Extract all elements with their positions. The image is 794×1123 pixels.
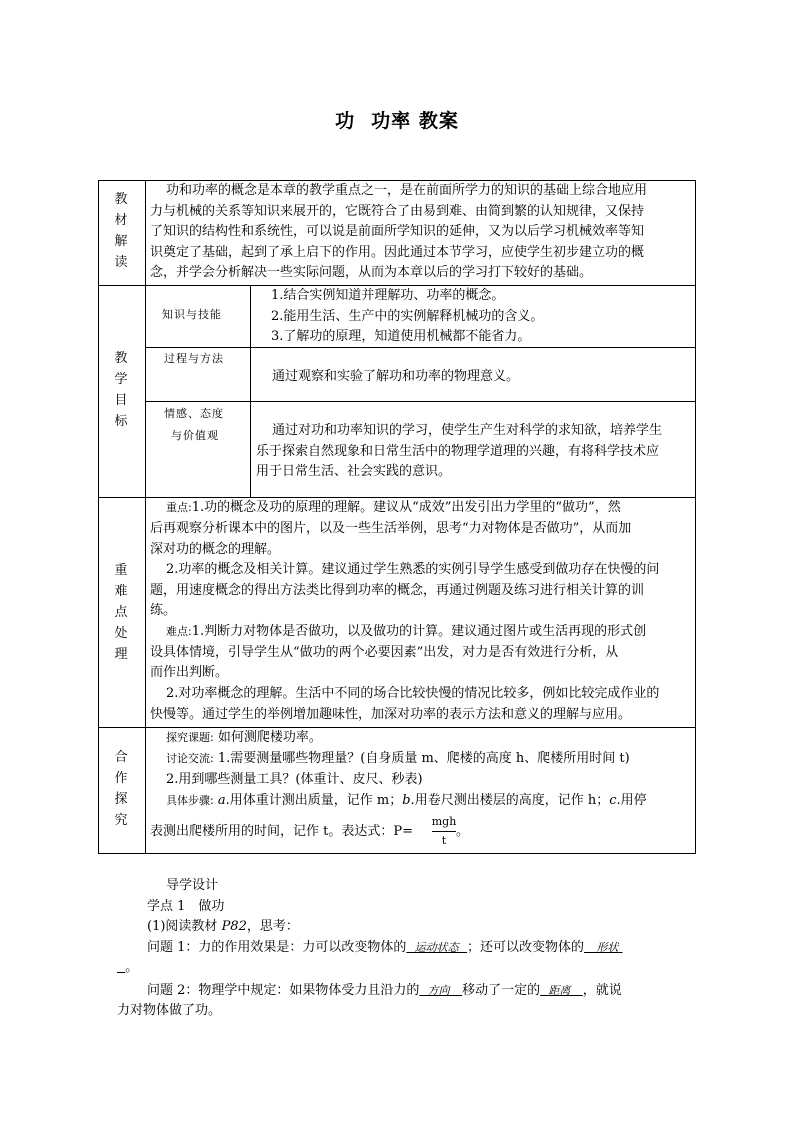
row-label-hezuo <box>98 747 144 831</box>
text-line: 了知识的结构性和系统性，可以说是前面所学知识的延伸，又为以后学习机械效率等知 <box>150 224 645 239</box>
label-char: 教 <box>114 192 128 207</box>
text-line: 而作出判断。 <box>150 665 229 680</box>
formula-numerator: mgh <box>431 815 457 828</box>
zhongdian-2-cont <box>150 581 644 622</box>
q2-middle: 移动了一定的 <box>462 983 541 998</box>
text-line: 力与机械的关系等知识来展开的，它既符合了由易到难、由简到繁的认知规律，又保持 <box>150 203 645 219</box>
label-char: 标 <box>114 414 128 429</box>
nandian-text-cont <box>150 643 618 684</box>
read-prefix: (1)阅读教材 <box>147 919 222 934</box>
label-char: 解 <box>114 234 128 249</box>
nandian-line-1 <box>166 622 646 643</box>
label-char: 点 <box>114 605 128 620</box>
q1-answer-2-text: 形状 <box>596 941 619 954</box>
q1-end: 。 <box>125 960 139 975</box>
q1-answer-2 <box>584 940 623 955</box>
sublabel-guocheng: 过程与方法 <box>164 352 224 365</box>
text-line: 2.能用生活、生产中的实例解释机械功的含义。 <box>271 308 544 324</box>
text-line: 3.了解功的原理，知道使用机械都不能省力。 <box>271 329 531 344</box>
row-label-jiaocai <box>98 189 144 273</box>
title-part-3: 教案 <box>418 110 459 132</box>
table-border-bottom <box>98 853 696 854</box>
label-char: 合 <box>114 750 128 765</box>
formula-text: 表测出爬楼所用的时间，记作 t。表达式：P= <box>150 824 413 839</box>
label-char: 材 <box>114 213 128 228</box>
q2-answer-1 <box>419 983 462 998</box>
text-line: 快慢等。通过学生的举例增加趣味性，加深对功率的表示方法和意义的理解与应用。 <box>150 706 632 722</box>
text-line: 功和功率的概念是本章的教学重点之一，是在前面所学力的知识的基础上综合地应用 <box>166 183 648 198</box>
sublabel-column-divider <box>250 285 251 498</box>
text-line: 念，并学会分析解决一些实际问题，从而为本章以后的学习打下较好的基础。 <box>150 265 593 280</box>
buzhou-line <box>166 791 647 812</box>
q1-answer-1-text: 运动状态 <box>414 941 459 954</box>
label-char: 理 <box>114 647 128 662</box>
formula-end: 。 <box>456 824 470 839</box>
label-char: 读 <box>114 255 128 270</box>
table-border-right <box>695 180 696 854</box>
jiaocai-text <box>166 181 647 202</box>
zhongdian-key: 重点: <box>166 501 192 514</box>
keti-text: 如何测爬楼功率。 <box>217 730 322 745</box>
step-a-marker: a. <box>217 793 230 808</box>
q1-middle: ；还可以改变物体的 <box>466 940 584 955</box>
label-char: 目 <box>114 393 128 408</box>
zhongdian-2-line-1 <box>166 560 659 581</box>
read-suffix: ，思考： <box>246 919 299 934</box>
sublabel-zhishi: 知识与技能 <box>162 308 222 321</box>
question-1-cont <box>117 958 138 979</box>
text-line: 1.结合实例知道并理解功、功率的概念。 <box>271 288 505 303</box>
text-line: 后再观察分析课本中的图片，以及一些生活举例，思考“力对物体是否做功”，从而加 <box>150 521 632 536</box>
text-line: 2.对功率概念的理解。生活中不同的场合比较快慢的情况比较多，例如比较完成作业的 <box>166 686 660 701</box>
text-line: 练。 <box>150 603 177 618</box>
q2-answer-2 <box>540 983 583 998</box>
nandian-2-cont <box>150 705 631 726</box>
guide-read <box>147 917 299 938</box>
read-page: P82 <box>221 919 247 934</box>
step-c-marker: c. <box>609 793 621 808</box>
q2-prefix: 问题 2：物理学中规定：如果物体受力且沿力的 <box>147 983 420 998</box>
q2-answer-2-text: 距离 <box>548 984 571 997</box>
row-label-mubiao <box>98 348 144 432</box>
taolun-key: 讨论交流: <box>166 752 214 765</box>
label-char: 难 <box>114 584 128 599</box>
question-2-cont: 力对物体做了功。 <box>117 1003 222 1018</box>
question-2 <box>147 981 622 1002</box>
zhongdian-line-1 <box>166 498 621 519</box>
guide-heading: 导学设计 <box>166 878 219 893</box>
title-part-2: 功率 <box>371 110 412 132</box>
sublabel-qinggan-1: 情感、态度 <box>164 407 224 420</box>
q2-answer-1-text: 方向 <box>427 984 450 997</box>
qinggan-text-cont <box>256 442 659 483</box>
taolun-text: 1.需要测量哪些物理量？(自身质量 m、爬楼的高度 h、爬楼所用时间 t) <box>217 751 630 766</box>
formula-fraction-bar <box>432 831 456 832</box>
step-b-marker: b. <box>402 793 415 808</box>
title-part-1: 功 <box>335 110 356 132</box>
page-title <box>0 106 794 133</box>
jiaocai-text-cont <box>150 202 644 284</box>
label-char: 学 <box>114 372 128 387</box>
tools-line: 2.用到哪些测量工具？(体重计、皮尺、秒表) <box>166 772 423 787</box>
text-line: 深对功的概念的理解。 <box>150 541 281 557</box>
step-b-text: 用卷尺测出楼层的高度，记作 h； <box>414 793 610 808</box>
zhishi-text <box>271 286 543 348</box>
step-a-text: 用体重计测出质量，记作 m； <box>229 793 403 808</box>
label-char: 重 <box>114 563 128 578</box>
keti-line <box>166 728 322 749</box>
guide-point: 学点 1 做功 <box>147 899 225 914</box>
label-char: 究 <box>114 813 128 828</box>
label-char: 教 <box>114 351 128 366</box>
subrow-divider-2 <box>145 401 696 402</box>
nandian-key: 难点: <box>166 625 192 638</box>
taolun-line <box>166 749 630 770</box>
row-label-zhongnan <box>98 560 144 665</box>
text-line: 设具体情境，引导学生从“做功的两个必要因素”出发，对力是否有效进行分析，从 <box>150 644 619 660</box>
qinggan-text <box>272 421 662 442</box>
step-c-text: 用停 <box>620 793 647 808</box>
label-char: 探 <box>114 792 128 807</box>
text-line: 1.功的概念及功的原理的理解。建议从“成效”出发引出力学里的“做功”，然 <box>191 500 621 515</box>
label-column-divider <box>145 180 146 854</box>
text-line: 通过对功和功率知识的学习，使学生产生对科学的求知欲，培养学生 <box>272 423 663 438</box>
label-char: 作 <box>114 771 128 786</box>
text-line: 识奠定了基础，起到了承上启下的作用。因此通过本节学习，应使学生初步建立功的概 <box>150 244 645 260</box>
buzhou-line-2 <box>150 822 413 843</box>
text-line: 2.功率的概念及相关计算。建议通过学生熟悉的实例引导学生感受到做功存在快慢的问 <box>166 562 660 577</box>
question-1 <box>147 938 623 959</box>
q1-prefix: 问题 1：力的作用效果是：力可以改变物体的 <box>147 940 407 955</box>
label-char: 处 <box>114 626 128 641</box>
nandian-2-line-1 <box>166 684 659 705</box>
keti-key: 探究课题: <box>166 731 214 744</box>
text-line: 用于日常生活、社会实践的意识。 <box>256 464 452 479</box>
text-line: 乐于探索自然现象和日常生活中的物理学道理的兴趣，有将科学技术应 <box>256 443 660 459</box>
guocheng-text: 通过观察和实验了解功和功率的物理意义。 <box>272 369 520 384</box>
q2-suffix: ，就说 <box>582 983 622 998</box>
q1-answer-1 <box>406 940 467 955</box>
text-line: 题，用速度概念的得出方法类比得到功率的概念，再通过例题及练习进行相关计算的训 <box>150 582 645 598</box>
buzhou-key: 具体步骤: <box>166 794 214 807</box>
zhongdian-text-cont <box>150 519 631 560</box>
sublabel-qinggan-2: 与价值观 <box>171 429 219 442</box>
formula-denominator: t <box>441 834 447 847</box>
text-line: 1.判断力对物体是否做功，以及做功的计算。建议通过图片或生活再现的形式创 <box>191 624 647 639</box>
